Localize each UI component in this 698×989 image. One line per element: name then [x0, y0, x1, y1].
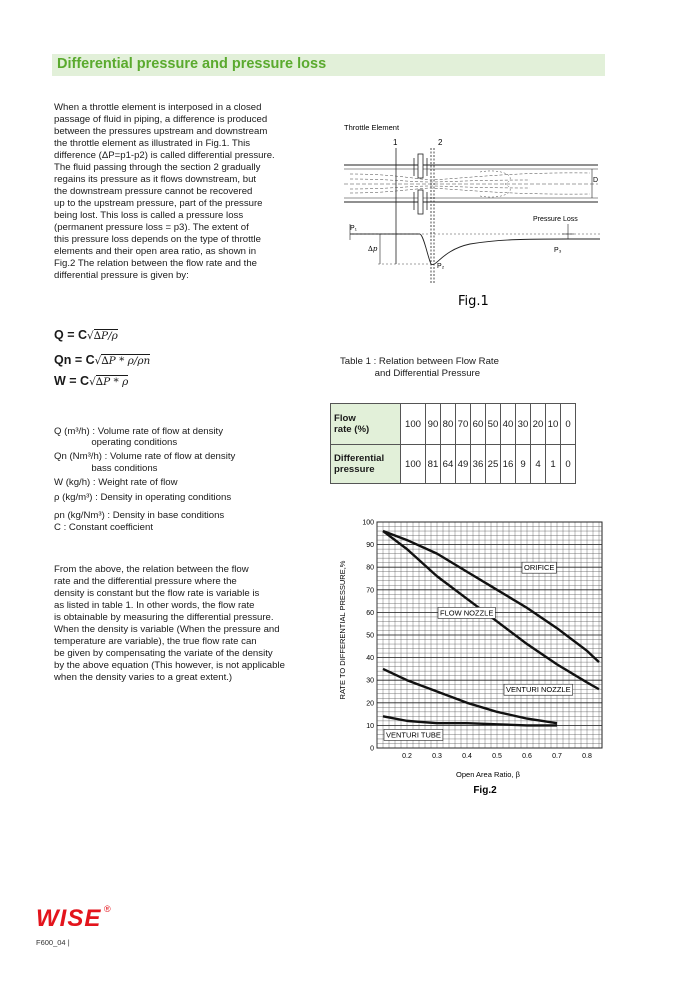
- table1-cell: 80: [441, 404, 456, 445]
- fig1-pressure-curve: [420, 234, 600, 265]
- table1-cell: 0: [561, 404, 576, 445]
- fig2-y-tick-label: 20: [366, 700, 374, 708]
- section-heading-bar: [52, 54, 605, 76]
- fig1-p2-label: P₂: [437, 263, 445, 270]
- table1-row-flow: [331, 404, 576, 445]
- table1-cell: 1: [546, 445, 561, 484]
- fig1-dp-label: ∆p: [368, 245, 378, 253]
- table1-row-dp: [331, 445, 576, 484]
- fig1-p3-label: P₃: [554, 247, 562, 254]
- formula-qn-lhs: Qn = C: [54, 353, 95, 367]
- definition-q: Q (m³/h) : Volume rate of flow at density: [54, 426, 224, 437]
- fig2-y-tick-label: 30: [366, 677, 374, 685]
- fig2-series-label: VENTURI NOZZLE: [506, 685, 571, 695]
- fig2-x-tick-label: 0.5: [492, 753, 502, 760]
- definition-w: W (kg/h) : Weight rate of flow: [54, 477, 178, 488]
- fig2-y-tick-label: 50: [366, 632, 374, 640]
- definition-qn-cont: bass conditions: [54, 463, 158, 474]
- brand-logo: WISE: [36, 905, 102, 932]
- formula-q-lhs: Q = C: [54, 328, 87, 342]
- formula-w-lhs: W = C: [54, 374, 90, 388]
- fig1-pressure-loss-label: Pressure Loss: [533, 216, 578, 223]
- table1-cell: 10: [546, 404, 561, 445]
- fig2-series-label: ORIFICE: [524, 563, 555, 573]
- fig2-y-tick-label: 60: [366, 609, 374, 617]
- formula-w-radicand: ∆P * ρ: [95, 376, 129, 388]
- table1-cell: 90: [426, 404, 441, 445]
- fig2-y-tick-label: 70: [366, 587, 374, 595]
- fig1-throttle-plate-bottom: [418, 190, 423, 214]
- table1-cell: 81: [426, 445, 441, 484]
- table1-cell: 60: [471, 404, 486, 445]
- fig1-throttle-label: Throttle Element: [344, 123, 400, 132]
- table1-cell: 64: [441, 445, 456, 484]
- fig1-caption: Fig.1: [458, 294, 489, 309]
- fig2-x-axis-label: Open Area Ratio, β: [456, 770, 520, 779]
- fig1-p1-label: P₁: [350, 225, 358, 232]
- document-code: F600_04 |: [36, 938, 70, 947]
- fig2-x-tick-label: 0.8: [582, 753, 592, 760]
- table1-cell: 40: [501, 404, 516, 445]
- definition-q-cont: operating conditions: [54, 437, 178, 448]
- table1-cell: 49: [456, 445, 471, 484]
- fig2-y-tick-label: 0: [370, 745, 374, 753]
- formula-qn: Qn = C√∆P * ρ/ρn: [54, 353, 151, 367]
- fig2-x-tick-label: 0.6: [522, 753, 532, 760]
- fig1-diagram: [330, 118, 610, 314]
- definition-qn: Qn (Nm³/h) : Volume rate of flow at density: [54, 451, 236, 462]
- table1-cell: 100: [401, 404, 426, 445]
- fig2-chart: [330, 512, 610, 802]
- table1-cell: 9: [516, 445, 531, 484]
- formula-q: Q = C√∆P/ρ: [54, 328, 118, 342]
- table1-cell: 36: [471, 445, 486, 484]
- table1-title: Table 1 : Relation between Flow Rate and Differential Pressure: [340, 356, 499, 379]
- fig1-throttle-plate-top: [418, 154, 423, 178]
- fig2-x-tick-label: 0.7: [552, 753, 562, 760]
- definition-rho: ρ (kg/m³) : Density in operating conditions: [54, 492, 232, 503]
- formula-w: W = C√∆P * ρ: [54, 374, 129, 388]
- intro-paragraph: When a throttle element is interposed in a closed passage of fluid in piping, a difference is produced between the pressures upstream and downstream the throttle element as illustrated in Fig.1. This difference (ΔP=p1-p2) is called differential pressure. The fluid passing through the section 2 gradually regains its pressure as it flows downstream, but the downstream pressure cannot be recovered up to the upstream pressure, part of the pressure being lost. This loss is called a pressure loss (permanent pressure loss = p3). The extent of this pressure loss depends on the type of throttle elements and their open area ratio, as shown in Fig.2 The relation between the flow rate and the differential pressure is given by:: [54, 102, 275, 281]
- table1-cell: 50: [486, 404, 501, 445]
- second-paragraph: From the above, the relation between the flow rate and the differential pressure where the density is constant but the flow rate is variable is as listed in table 1. In other words, the flow rate is obtainable by measuring the differential pressure. When the density is variable (When the pressure and temperature are variable), the true flow rate can be given by compensating the variate of the density by the above equation (This however, is not applicable when the density varies to a great extent.): [54, 564, 285, 683]
- table1-cell: 20: [531, 404, 546, 445]
- definition-c: C : Constant coefficient: [54, 522, 154, 533]
- section-heading: Differential pressure and pressure loss: [57, 56, 327, 72]
- table1-cell: 30: [516, 404, 531, 445]
- fig1-section2-label: 2: [438, 138, 443, 147]
- fig1-streamline: [350, 188, 590, 194]
- fig1-section1-label: 1: [393, 138, 398, 147]
- fig2-y-tick-label: 80: [366, 564, 374, 572]
- fig2-series-label: FLOW NOZZLE: [440, 608, 494, 618]
- fig2-x-tick-label: 0.3: [432, 753, 442, 760]
- table1-row2-header: Differential pressure: [331, 445, 401, 484]
- formula-q-radicand: ∆P/ρ: [93, 330, 118, 342]
- definition-rhon: ρn (kg/Nm³) : Density in base conditions: [54, 510, 225, 521]
- table1-cell: 70: [456, 404, 471, 445]
- fig2-y-axis-label: RATE TO DIFFERENTIAL PRESSURE,%: [338, 560, 347, 700]
- fig2-x-tick-label: 0.4: [462, 753, 472, 760]
- fig1-diameter-label: D: [593, 177, 599, 184]
- fig2-caption: Fig.2: [473, 785, 497, 796]
- fig1-streamline: [350, 173, 590, 180]
- fig2-y-tick-label: 40: [366, 655, 374, 663]
- table1-cell: 0: [561, 445, 576, 484]
- fig2-y-tick-label: 100: [362, 519, 374, 527]
- fig2-y-tick-label: 90: [366, 542, 374, 550]
- table1-cell: 25: [486, 445, 501, 484]
- fig2-grid: [377, 522, 602, 748]
- table1-row1-header: Flow rate (%): [331, 404, 401, 445]
- table1-cell: 100: [401, 445, 426, 484]
- table1-cell: 4: [531, 445, 546, 484]
- fig2-y-tick-label: 10: [366, 722, 374, 730]
- table1: [330, 403, 576, 484]
- registered-mark: ®: [104, 904, 111, 914]
- fig2-series-label: VENTURI TUBE: [386, 730, 441, 740]
- fig2-x-tick-label: 0.2: [402, 753, 412, 760]
- table1-cell: 16: [501, 445, 516, 484]
- formula-qn-radicand: ∆P * ρ/ρn: [101, 355, 151, 367]
